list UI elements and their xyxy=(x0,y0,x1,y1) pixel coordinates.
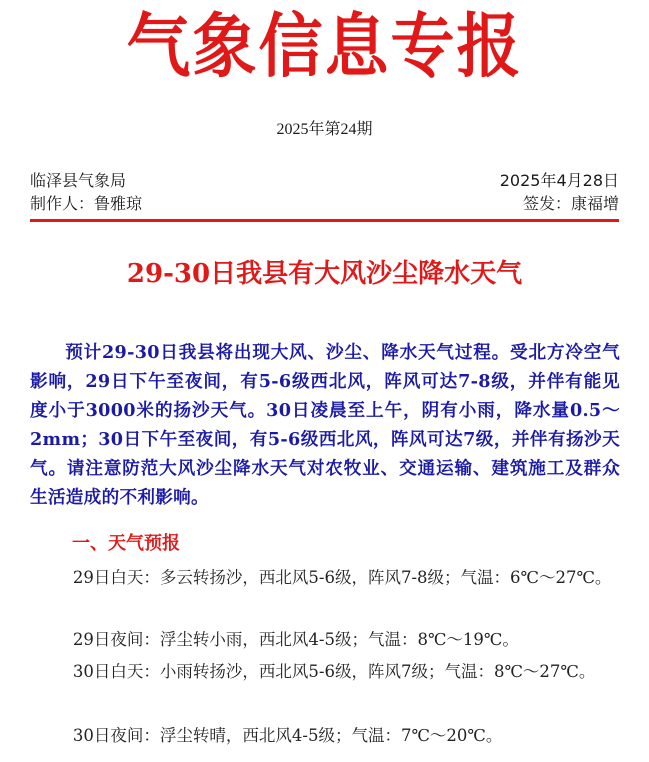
forecast-item: 29日夜间：浮尘转小雨，西北风4-5级；气温：8℃～19℃。 xyxy=(72,630,519,649)
issue-date: 2025年4月28日 xyxy=(499,171,619,190)
meta-row-issuer-date xyxy=(30,170,619,192)
forecast-item: 30日白天：小雨转扬沙，西北风5-6级，阵风7级；气温：8℃～27℃。 xyxy=(72,662,596,681)
meta-row-preparer-signer xyxy=(30,193,619,215)
headline: 29-30日我县有大风沙尘降水天气 xyxy=(126,259,523,289)
forecast-item: 29日白天：多云转扬沙，西北风5-6级，阵风7-8级；气温：6℃～27℃。 xyxy=(72,568,612,587)
header-divider xyxy=(30,219,619,222)
masthead-title: 气象信息专报 xyxy=(126,6,523,88)
forecast-item: 30日夜间：浮尘转晴，西北风4-5级；气温：7℃～20℃。 xyxy=(72,726,503,745)
preparer: 制作人：鲁雅琼 xyxy=(30,194,143,213)
section-heading-forecast: 一、天气预报 xyxy=(72,533,180,554)
intro-paragraph: 预计29-30日我县将出现大风、沙尘、降水天气过程。受北方冷空气影响，29日下午至夜间，有5-6级西北风，阵风可达7-8级，并伴有能见度小于3000米的扬沙天气。30日凌晨至上午，阴有小雨，降水量0.5～2mm；30日下午至夜间，有5-6级西北风，阵风可达7级，并伴有扬沙天气。请注意防范大风沙尘降水天气对农牧业、交通运输、建筑施工及群众生活造成的不利影响。 xyxy=(30,342,620,508)
issue-number: 2025年第24期 xyxy=(276,121,373,138)
issuer: 临泽县气象局 xyxy=(30,171,127,190)
signer: 签发：康福增 xyxy=(522,194,619,213)
